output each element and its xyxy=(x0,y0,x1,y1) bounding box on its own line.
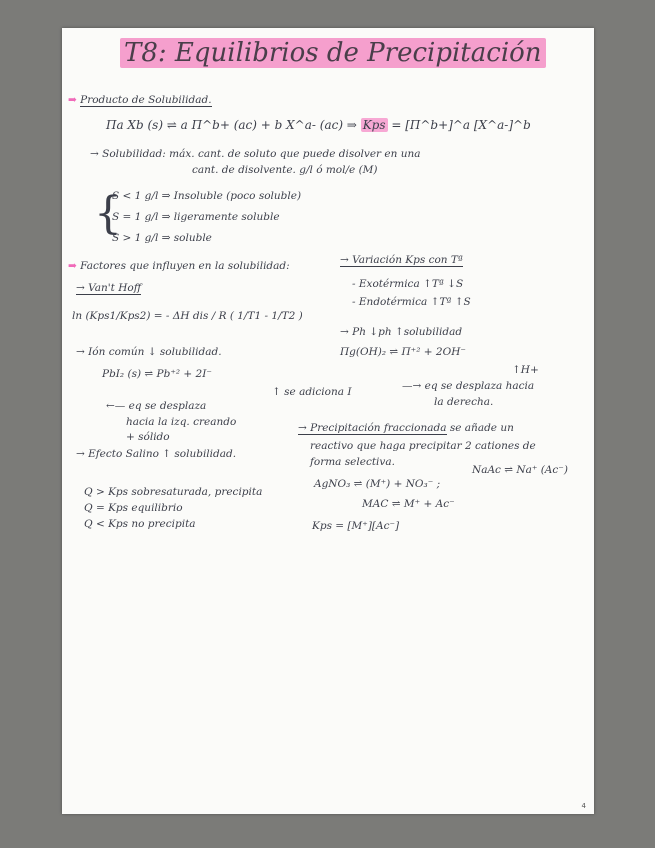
q-case-sobresaturada: Q > Kps sobresaturada, precipita xyxy=(84,486,263,498)
naac-equation: NaAc ⇌ Na⁺ (Ac⁻) xyxy=(472,464,568,476)
desplaza-der-line1: —→ eq se desplaza hacia xyxy=(402,380,535,392)
desplaza-der-line2: la derecha. xyxy=(434,396,494,408)
ph-heading: → Ph ↓ph ↑solubilidad xyxy=(340,326,463,338)
solubility-case-slightly: S = 1 g/l ⇒ ligeramente soluble xyxy=(112,211,280,223)
solubility-definition-line1: → Solubilidad: máx. cant. de soluto que puede disolver en una xyxy=(90,148,421,160)
fraccionada-text-line3: forma selectiva. xyxy=(310,456,395,468)
ion-comun-equation: PbI₂ (s) ⇌ Pb⁺² + 2I⁻ xyxy=(102,368,212,380)
fraccionada-text-line2: reactivo que haga precipitar 2 cationes de xyxy=(310,440,536,452)
desplaza-izq-line1: ←— eq se desplaza xyxy=(106,400,207,412)
page-title: T8: Equilibrios de Precipitación xyxy=(120,38,546,68)
section-heading-factores: ➡ Factores que influyen en la solubilidad: xyxy=(68,260,290,272)
desplaza-izq-line2: hacia la izq. creando xyxy=(126,416,237,428)
notebook-page xyxy=(62,28,594,814)
desplaza-izq-line3: + sólido xyxy=(126,431,170,443)
kps-label: Kps xyxy=(362,118,386,132)
variacion-heading: → Variación Kps con Tª xyxy=(340,254,463,266)
kps-mac-equation: Kps = [M⁺][Ac⁻] xyxy=(312,520,400,532)
q-case-no-precipita: Q < Kps no precipita xyxy=(84,518,196,530)
section-heading-producto: ➡ Producto de Solubilidad. xyxy=(68,94,212,106)
dissolution-equation: Πa Xb (s) ⇌ a Π^b+ (ac) + b X^a- (ac) ⇒ Kps = [Π^b+]^a [X^a-]^b xyxy=(106,118,531,132)
q-case-equilibrio: Q = Kps equilibrio xyxy=(84,502,183,514)
ion-comun-heading: → Ión común ↓ solubilidad. xyxy=(76,346,222,358)
agno3-equation: AgNO₃ ⇌ (M⁺) + NO₃⁻ ; xyxy=(314,478,441,490)
endotermica-line: - Endotérmica ↑Tª ↑S xyxy=(352,296,471,308)
mac-equation: MAC ⇌ M⁺ + Ac⁻ xyxy=(362,498,455,510)
solubility-case-soluble: S > 1 g/l ⇒ soluble xyxy=(112,232,212,244)
se-adiciona-note: ↑ se adiciona I xyxy=(272,386,352,398)
brace-symbol: { xyxy=(94,188,122,239)
exotermica-line: - Exotérmica ↑Tª ↓S xyxy=(352,278,464,290)
ph-equation: Πg(OH)₂ ⇌ Π⁺² + 2OH⁻ xyxy=(340,346,466,358)
vant-hoff-heading: → Van't Hoff xyxy=(76,282,142,294)
vant-hoff-equation: ln (Kps1/Kps2) = - ΔH dis / R ( 1/T1 - 1/T2 ) xyxy=(72,310,303,322)
page-number: 4 xyxy=(581,802,586,810)
solubility-case-insoluble: S < 1 g/l ⇒ Insoluble (poco soluble) xyxy=(112,190,302,202)
fraccionada-heading: → Precipitación fraccionada se añade un xyxy=(298,422,514,434)
efecto-salino-heading: → Efecto Salino ↑ solubilidad. xyxy=(76,448,237,460)
h-plus-note: ↑H+ xyxy=(512,364,539,376)
solubility-definition-line2: cant. de disolvente. g/l ó mol/e (M) xyxy=(192,164,378,176)
